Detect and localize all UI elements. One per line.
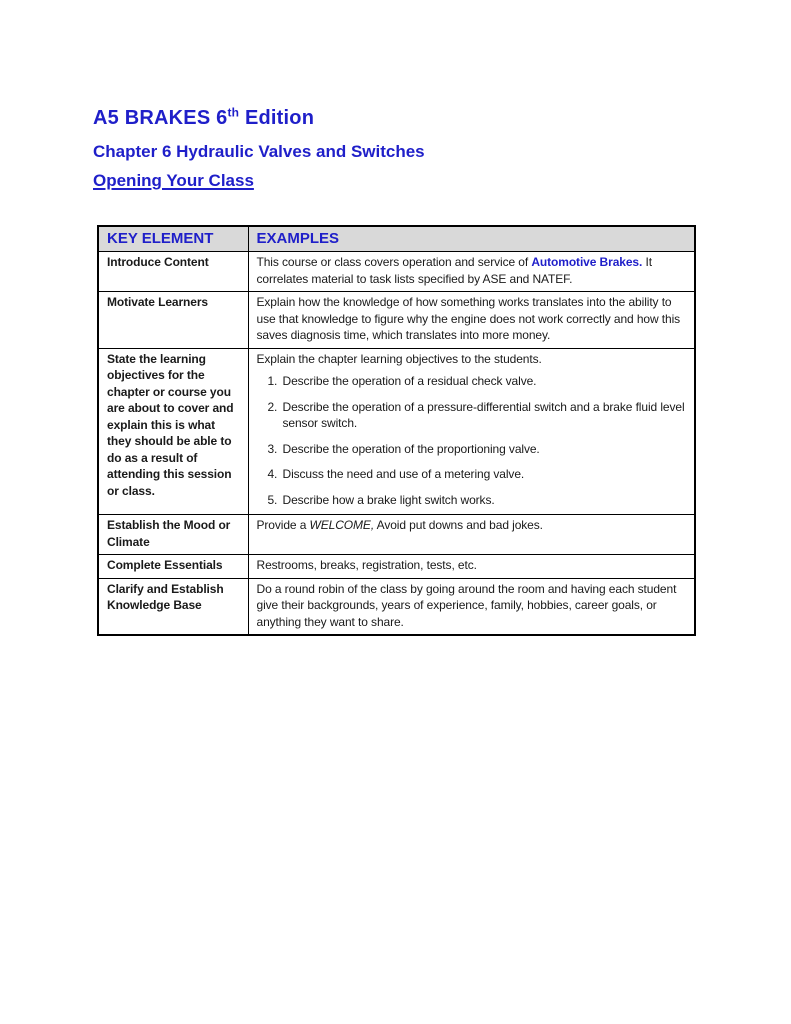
key-element-cell: State the learning objectives for the chapter or course you are about to cover and explain this is what they should be able to do as a result of attending this session or class.: [98, 348, 248, 515]
objective-item: 5. Describe how a brake light switch works.: [281, 492, 687, 509]
example-text: This course or class covers operation and service of: [256, 255, 532, 269]
objectives-list: [257, 373, 687, 508]
key-element-cell: Complete Essentials: [98, 555, 248, 579]
example-cell: [248, 515, 695, 555]
objective-item: 2. Describe the operation of a pressure-differential switch and a brake fluid level sensor switch.: [281, 399, 687, 432]
key-element-cell: Motivate Learners: [98, 292, 248, 349]
example-cell: [248, 578, 695, 635]
table-row-learning-objectives: [98, 348, 695, 515]
objective-item: 1. Describe the operation of a residual check valve.: [281, 373, 687, 390]
example-cell: [248, 292, 695, 349]
column-header-key-element: KEY ELEMENT: [98, 226, 248, 252]
chapter-heading: Chapter 6 Hydraulic Valves and Switches: [93, 142, 425, 161]
table-row-establish-mood: [98, 515, 695, 555]
objectives-intro: Explain the chapter learning objectives to the students.: [256, 351, 542, 366]
example-text: Do a round robin of the class by going around the room and having each student give their backgrounds, years of experience, family, hobbies, career goals, or anything they want to share.: [256, 581, 677, 629]
key-element-table: [97, 225, 696, 636]
example-cell: [248, 252, 695, 292]
section-heading-wrap: [93, 171, 698, 209]
document-content: [93, 107, 698, 636]
example-text: Explain how the knowledge of how something works translates into the ability to use that knowledge to figure why the engine does not work correctly and how this saves diagnosis time, which translates into more money.: [256, 295, 681, 342]
example-text: Avoid put downs and bad jokes.: [374, 518, 543, 532]
emphasized-text: WELCOME,: [309, 518, 375, 532]
objective-item: 4. Discuss the need and use of a metering valve.: [281, 466, 687, 483]
table-row-motivate-learners: [98, 292, 695, 349]
section-heading: Opening Your Class: [93, 171, 254, 190]
table-header-row: [98, 226, 695, 252]
example-text: Provide a: [256, 518, 310, 532]
objective-item: 3. Describe the operation of the proportioning valve.: [281, 441, 687, 458]
highlight-text: Automotive Brakes.: [531, 255, 643, 269]
table-row-clarify-knowledge: [98, 578, 695, 635]
key-element-cell: Establish the Mood or Climate: [98, 515, 248, 555]
example-text: Restrooms, breaks, registration, tests, etc.: [256, 558, 477, 572]
page-title: [93, 107, 698, 130]
column-header-examples: EXAMPLES: [248, 226, 695, 252]
table-row-introduce-content: [98, 252, 695, 292]
example-cell: [248, 348, 695, 515]
example-cell: [248, 555, 695, 579]
key-element-cell: Clarify and Establish Knowledge Base: [98, 578, 248, 635]
key-element-cell: Introduce Content: [98, 252, 248, 292]
page-title-suffix: Edition: [239, 107, 315, 129]
example-text: It correlates material to task lists specified by ASE and NATEF.: [256, 255, 652, 286]
page-title-superscript: th: [227, 105, 240, 120]
page-title-prefix: A5 BRAKES 6: [93, 107, 228, 129]
table-row-complete-essentials: [98, 555, 695, 579]
